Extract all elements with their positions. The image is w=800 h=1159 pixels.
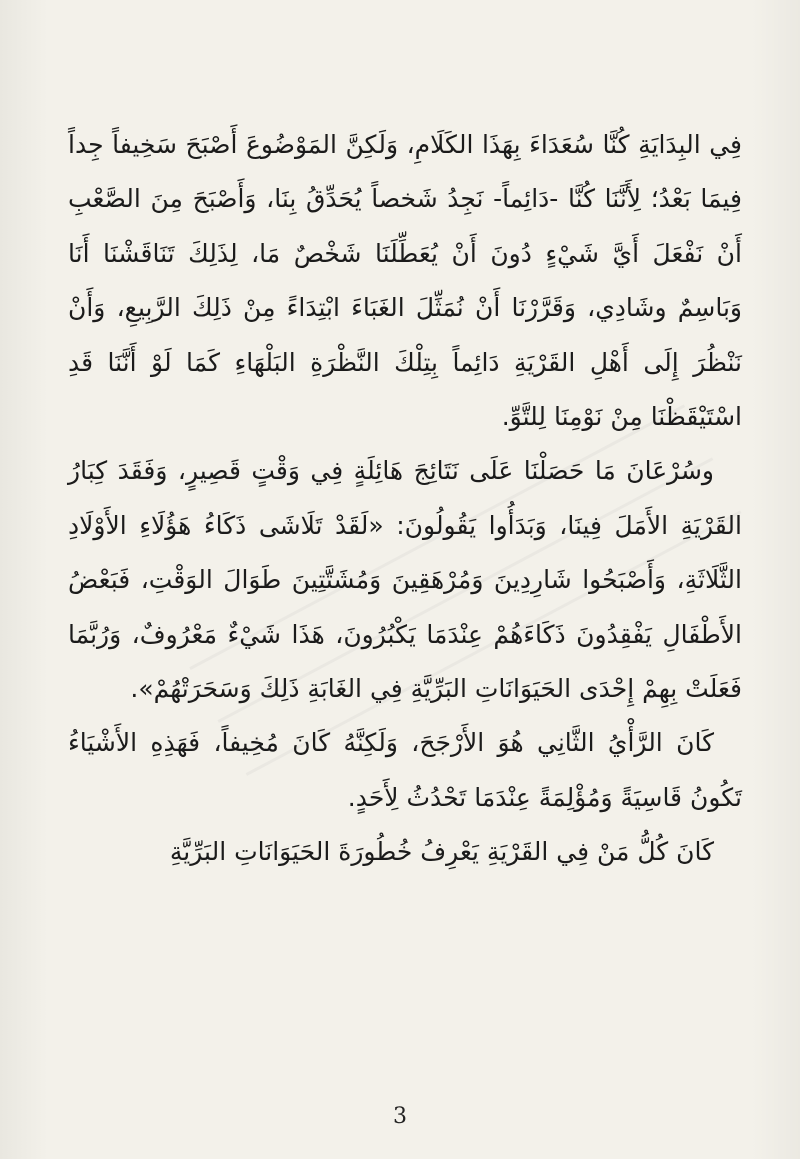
paragraph-2: وسُرْعَانَ مَا حَصَلْنَا عَلَى نَتَائِجَ هَائِلَةٍ فِي وَقْتٍ قَصِيرٍ، وَفَقَدَ كِبَارُ القَرْيَةِ الأَمَلَ فِينَا، وَبَدَأُوا يَقُولُونَ: «لَقَدْ تَلَاشَى ذَكَاءُ هَؤُلَاءِ الأَوْلَادِ الثَّلَاثَةِ، وَأَصْبَحُوا شَارِدِينَ وَمُرْهَقِينَ وَمُشَتَّتِينَ طَوَالَ الوَقْتِ، فَبَعْضُ الأَطْفَالِ يَفْقِدُونَ ذَكَاءَهُمْ عِنْدَمَا يَكْبُرُونَ، هَذَا شَيْءٌ مَعْرُوفٌ، وَرُبَّمَا فَعَلَتْ بِهِمْ إِحْدَى الحَيَوَانَاتِ البَرِّيَّةِ فِي الغَابَةِ ذَلِكَ وَسَحَرَتْهُمْ». bbox=[68, 456, 742, 704]
body-text bbox=[68, 118, 742, 880]
paragraph-1: فِي البِدَايَةِ كُنَّا سُعَدَاءَ بِهَذَا الكَلَامِ، وَلَكِنَّ المَوْضُوعَ أَصْبَحَ سَخِيفاً جِداً فِيمَا بَعْدُ؛ لِأَنَّنَا كُنَّا -دَائِماً- نَجِدُ شَخصاً يُحَدِّقُ بِنَا، وَأَصْبَحَ مِنَ الصَّعْبِ أَنْ نَفْعَلَ أَيَّ شَيْءٍ دُونَ أَنْ يُعَطِّلَنَا شَخْصٌ مَا، لِذَلِكَ تَنَاقَشْنَا أَنَا وَبَاسِمٌ وشَادِي، وَقَرَّرْنَا أَنْ نُمَثِّلَ الغَبَاءَ ابْتِدَاءً مِنْ ذَلِكَ الرَّبِيعِ، وَأَنْ نَنْظُرَ إِلَى أَهْلِ القَرْيَةِ دَائِماً بِتِلْكَ النَّظْرَةِ البَلْهَاءِ كَمَا لَوْ أَنَّنَا قَدِ اسْتَيْقَظْنَا مِنْ نَوْمِنَا لِلتَّوِّ. bbox=[68, 130, 742, 432]
paragraph-4: كَانَ كُلُّ مَنْ فِي القَرْيَةِ يَعْرِفُ خُطُورَةَ الحَيَوَانَاتِ البَرِّيَّةِ bbox=[169, 837, 714, 867]
page-number: 3 bbox=[393, 1104, 407, 1129]
paragraph-3: كَانَ الرَّأْيُ الثَّانِي هُوَ الأَرْجَحَ، وَلَكِنَّهُ كَانَ مُخِيفاً، فَهَذِهِ الأَشْيَاءُ تَكُونُ قَاسِيَةً وَمُؤْلِمَةً عِنْدَمَا تَحْدُثُ لِأَحَدٍ. bbox=[68, 728, 742, 812]
